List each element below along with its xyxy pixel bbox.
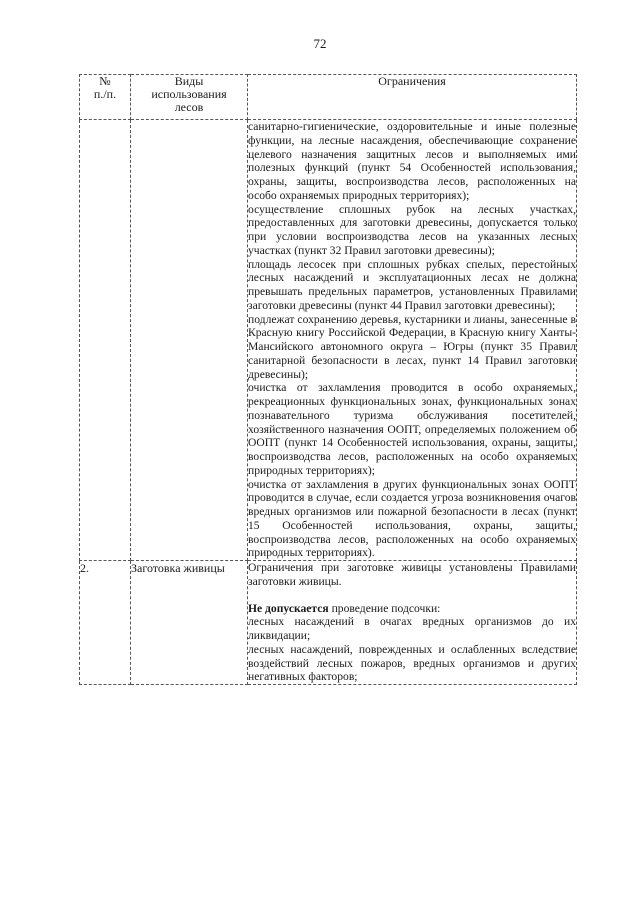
- restrictions-table: [79, 74, 577, 685]
- restriction-paragraph: площадь лесосек при сплошных рубках спелых, перестойных лесных насаждений и эксплуатационных лесах не должна превышать предельных параметров, установленных Правилами заготовки древесины (пункт 44 Правил заготовки древесины);: [248, 257, 576, 312]
- restriction-intro: Ограничения при заготовке живицы установлены Правилами заготовки живицы.: [248, 561, 576, 588]
- restriction-paragraph: очистка от захламления проводится в особо охраняемых, рекреационных функциональных зонах, функциональных зонах познавательного туризма обслуживания посетителей, хозяйственного назначения ООПТ, определяемых положением об ООПТ (пункт 14 Особенностей использования, охраны, защиты, воспроизводства лесов, расположенных на особо охраняемых природных территориях);: [248, 381, 576, 477]
- header-restrictions: [248, 75, 577, 120]
- table-row: [80, 561, 577, 685]
- continued-row-kind: [131, 120, 248, 561]
- restriction-lead-rest: проведение подсочки:: [328, 601, 441, 615]
- restriction-paragraph: санитарно-гигиенические, оздоровительные и иные полезные функции, на лесные насаждения, обеспечивающие сохранение целевого назначения защитных лесов и выполняемых ими полезных функций (пункт 54 Особенностей использования, охраны, защиты, воспроизводства лесов, расположенных на особо охраняемых природных территориях);: [248, 120, 576, 202]
- row-forest-use-kind: Заготовка живицы: [131, 561, 248, 685]
- row-restrictions: [248, 561, 577, 685]
- restriction-paragraph: очистка от захламления в других функциональных зонах ООПТ проводится в случае, если создается угроза возникновения очагов вредных организмов или пожарной безопасности в лесах (пункт 15 Особенностей использования, охраны, защиты, воспроизводства лесов, расположенных на особо охраняемых природных территориях).: [248, 477, 576, 560]
- paragraph-spacer: [248, 589, 576, 602]
- restriction-lead: [248, 602, 576, 616]
- header-types-text: Виды использования лесов: [151, 74, 227, 114]
- header-forest-use-types: [131, 75, 248, 120]
- table-row: [80, 120, 577, 561]
- restriction-paragraph: подлежат сохранению деревья, кустарники и лианы, занесенные в Красную книгу Российской Федерации, в Красную книгу Ханты-Мансийского автономного округа – Югры (пункт 35 Правил санитарной безопасности в лесах, пункт 14 Правил заготовки древесины);: [248, 312, 576, 381]
- row-number: 2.: [80, 561, 131, 685]
- header-number: [80, 75, 131, 120]
- table-header-row: [80, 75, 577, 120]
- continued-row-number: [80, 120, 131, 561]
- restriction-paragraph: осуществление сплошных рубок на лесных участках, предоставленных для заготовки древесины, допускается только при условии воспроизводства лесов на указанных лесных участках (пункт 32 Правил заготовки древесины);: [248, 202, 576, 257]
- header-number-text: № п./п.: [93, 74, 117, 101]
- page-number: 72: [313, 36, 327, 51]
- header-restrictions-text: Ограничения: [378, 74, 446, 88]
- restriction-lead-bold: Не допускается: [248, 601, 329, 615]
- restriction-item: лесных насаждений, поврежденных и ослабленных вследствие воздействий лесных пожаров, вредных организмов и других негативных факторов;: [248, 642, 576, 684]
- continued-row-restrictions: [248, 120, 577, 561]
- restriction-item: лесных насаждений в очагах вредных организмов до их ликвидации;: [248, 615, 576, 642]
